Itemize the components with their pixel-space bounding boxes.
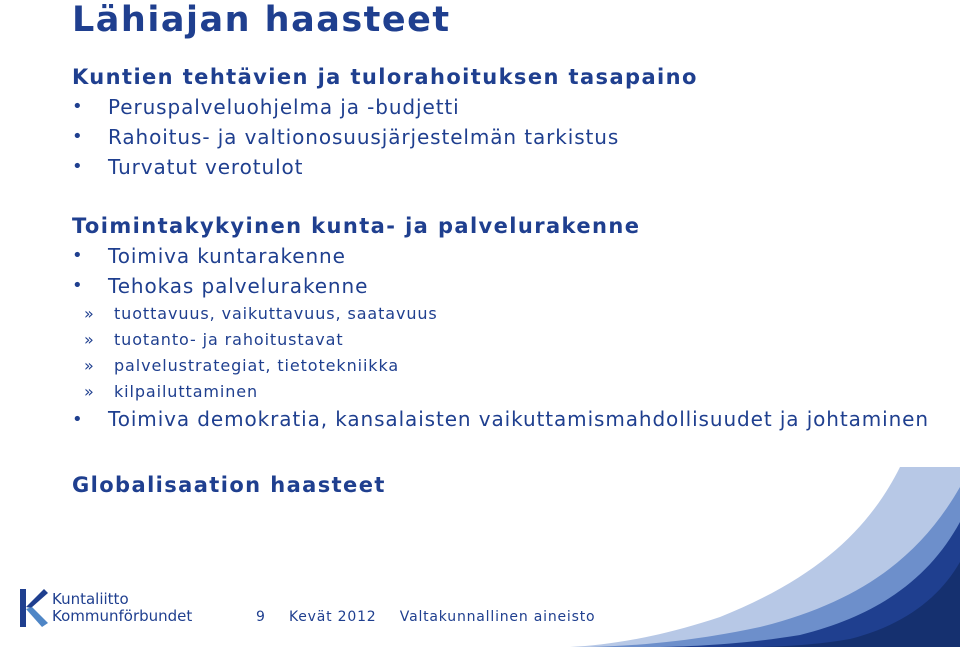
finance-bullet-list bbox=[72, 92, 952, 182]
bullet-item: • Turvatut verotulot bbox=[72, 152, 952, 182]
logo-line-sv: Kommunförbundet bbox=[52, 607, 193, 625]
section-heading-finance: Kuntien tehtävien ja tulorahoituksen tasapaino bbox=[72, 65, 698, 89]
slide-content bbox=[72, 62, 952, 500]
bullet-item: • Toimiva kuntarakenne bbox=[72, 241, 952, 271]
logo-line-fi: Kuntaliitto bbox=[52, 590, 129, 608]
footer-date: Kevät 2012 bbox=[288, 609, 377, 625]
kuntaliitto-logo bbox=[18, 585, 193, 633]
bullet-item: • Rahoitus- ja valtionosuusjärjestelmän tarkistus bbox=[72, 122, 952, 152]
bullet-item: • Toimiva demokratia, kansalaisten vaikuttamismahdollisuudet ja johtaminen bbox=[72, 405, 952, 436]
structure-bullet-list bbox=[72, 241, 952, 301]
page-number: 9 bbox=[256, 609, 266, 625]
subbullet-item: » tuottavuus, vaikuttavuus, saatavuus bbox=[84, 301, 952, 327]
slide-footer bbox=[256, 609, 613, 625]
blue-wave-decoration-icon bbox=[570, 467, 960, 647]
democracy-bullet-list bbox=[72, 405, 952, 436]
service-structure-subbullet-list bbox=[84, 301, 952, 405]
section-heading-globalisation: Globalisaation haasteet bbox=[72, 473, 386, 497]
bullet-item: • Peruspalveluohjelma ja -budjetti bbox=[72, 92, 952, 122]
bullet-item: • Tehokas palvelurakenne bbox=[72, 271, 952, 301]
slide-title: Lähiajan haasteet bbox=[72, 0, 451, 40]
kuntaliitto-k-mark-icon bbox=[18, 587, 48, 629]
subbullet-item: » tuotanto- ja rahoitustavat bbox=[84, 327, 952, 353]
footer-classification: Valtakunnallinen aineisto bbox=[399, 609, 596, 625]
subbullet-item: » kilpailuttaminen bbox=[84, 379, 952, 405]
section-heading-structure: Toimintakykyinen kunta- ja palvelurakenne bbox=[72, 214, 641, 238]
logo-text bbox=[52, 591, 192, 625]
subbullet-item: » palvelustrategiat, tietotekniikka bbox=[84, 353, 952, 379]
